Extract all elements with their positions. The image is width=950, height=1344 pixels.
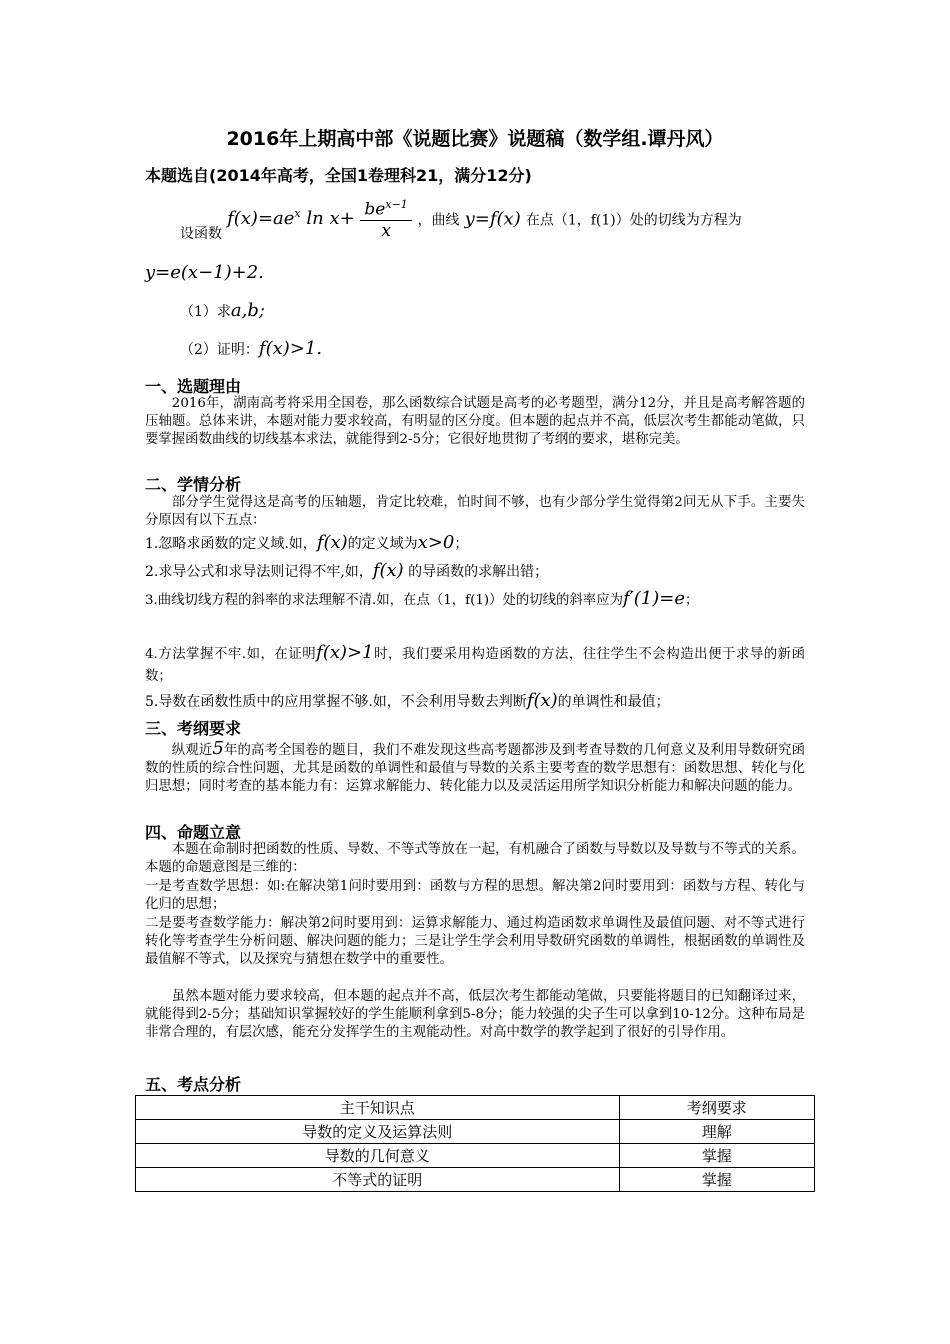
table-cell: 导数的几何意义 [136, 1144, 620, 1168]
table-header-row [136, 1096, 815, 1120]
table-row [136, 1168, 815, 1192]
section-1-heading: 一、选题理由 [145, 377, 242, 396]
problem-intro: 设函数 [180, 226, 222, 243]
section-4-paragraph-1: 本题在命制时把函数的性质、导数、不等式等放在一起，有机融合了函数与导数以及导数与不等式的关系。本题的命题意图是三维的： [145, 842, 805, 875]
section-4-paragraph-3: 二是要考查数学能力：解决第2问时要用到：运算求解能力、通过构造函数求单调性及最值问题、对不等式进行转化等考查学生分析问题、解决问题的能力；三是让学生学会利用导数研究函数的单调性，根据函数的单调性及最值解不等式，以及探究与猜想在数学中的重要性。 [145, 916, 805, 967]
section-4-paragraph-2: 一是考查数学思想：如:在解决第1问时要用到：函数与方程的思想。解决第2问时要用到：函数与方程、转化与化归的思想； [145, 879, 805, 912]
student-issue-3: 3.曲线切线方程的斜率的求法理解不清.如，在点（1，f(1)）处的切线的斜率应为f′(1)=e； [145, 588, 699, 609]
table-row [136, 1144, 815, 1168]
problem-source: 本题选自(2014年高考，全国1卷理科21，满分12分) [145, 166, 532, 185]
section-1-text: 2016年，湖南高考将采用全国卷，那么函数综合试题是高考的必考题型，满分12分，并且是高考解答题的压轴题。总体来讲，本题对能力要求较高，有明显的区分度。但本题的起点并不高，低层次考生都能动笔做，只要掌握函数曲线的切线基本求法，就能得到2-5分；它很好地贯彻了考纲的要求，堪称完美。 [145, 396, 805, 447]
section-4-paragraph-4: 虽然本题对能力要求较高，但本题的起点并不高，低层次考生都能动笔做，只要能将题目的已知翻译过来，就能得到2-5分；基础知识掌握较好的学生能顺利拿到5-8分；能力较强的尖子生可以拿到10-12分。这种布局是非常合理的，有层次感，能充分发挥学生的主观能动性。对高中数学的教学起到了很好的引导作用。 [145, 989, 805, 1040]
student-issue-5: 5.导数在函数性质中的应用掌握不够.如，不会利用导数去判断f(x)的单调性和最值； [145, 690, 670, 711]
table-cell: 掌握 [619, 1144, 814, 1168]
table-cell: 理解 [619, 1120, 814, 1144]
table-header: 考纲要求 [619, 1096, 814, 1120]
table-cell: 不等式的证明 [136, 1168, 620, 1192]
table-cell: 导数的定义及运算法则 [136, 1120, 620, 1144]
question-2: （2）证明：f(x)>1. [180, 338, 323, 359]
student-issue-2: 2.求导公式和求导法则记得不牢,如，f(x) 的导函数的求解出错； [145, 560, 549, 581]
tangent-equation: y=e(x−1)+2. [145, 262, 264, 283]
question-1: （1）求a,b; [180, 300, 265, 321]
function-definition: $f(x)=ae^x$ ln x+ $\frac{be^{x-1}}{x}$ [227, 208, 417, 229]
section-2-text: 部分学生觉得这是高考的压轴题，肯定比较难，怕时间不够，也有少部分学生觉得第2问无从下手。主要失分原因有以下五点： [145, 495, 805, 528]
section-4-heading: 四、命题立意 [145, 823, 242, 842]
knowledge-points-table [135, 1095, 815, 1192]
fraction: $\frac{be^{x-1}}{x}$ [360, 198, 411, 241]
table-cell: 掌握 [619, 1168, 814, 1192]
student-issue-4: 4.方法掌握不牢.如，在证明f(x)>1时，我们要采用构造函数的方法，往往学生不会构造出便于求导的新函数； [145, 642, 805, 684]
table-header: 主干知识点 [136, 1096, 620, 1120]
curve-expression: y=f(x) [464, 208, 521, 230]
table-row [136, 1120, 815, 1144]
section-5-heading: 五、考点分析 [145, 1075, 242, 1094]
problem-function-line: 设函数 $f(x)=ae^x$ ln x+ $\frac{be^{x-1}}{x}$ ，曲线 y=f(x) 在点（1，f(1)）处的切线为方程为 [180, 198, 742, 243]
section-2-heading: 二、学情分析 [145, 475, 242, 494]
section-3-heading: 三、考纲要求 [145, 719, 242, 738]
student-issue-1: 1.忽略求函数的定义域.如，f(x)的定义域为x>0； [145, 532, 469, 553]
page-title: 2016年上期高中部《说题比赛》说题稿（数学组.谭丹风） [226, 128, 724, 150]
section-3-text: 纵观近5年的高考全国卷的题目，我们不难发现这些高考题都涉及到考查导数的几何意义及利用导数研究函数的性质的综合性问题，尤其是函数的单调性和最值与导数的关系主要考查的数学思想有：函数思想、转化与化归思想；同时考查的基本能力有：运算求解能力、转化能力以及灵活运用所学知识分析能力和解决问题的能力。 [145, 738, 806, 794]
